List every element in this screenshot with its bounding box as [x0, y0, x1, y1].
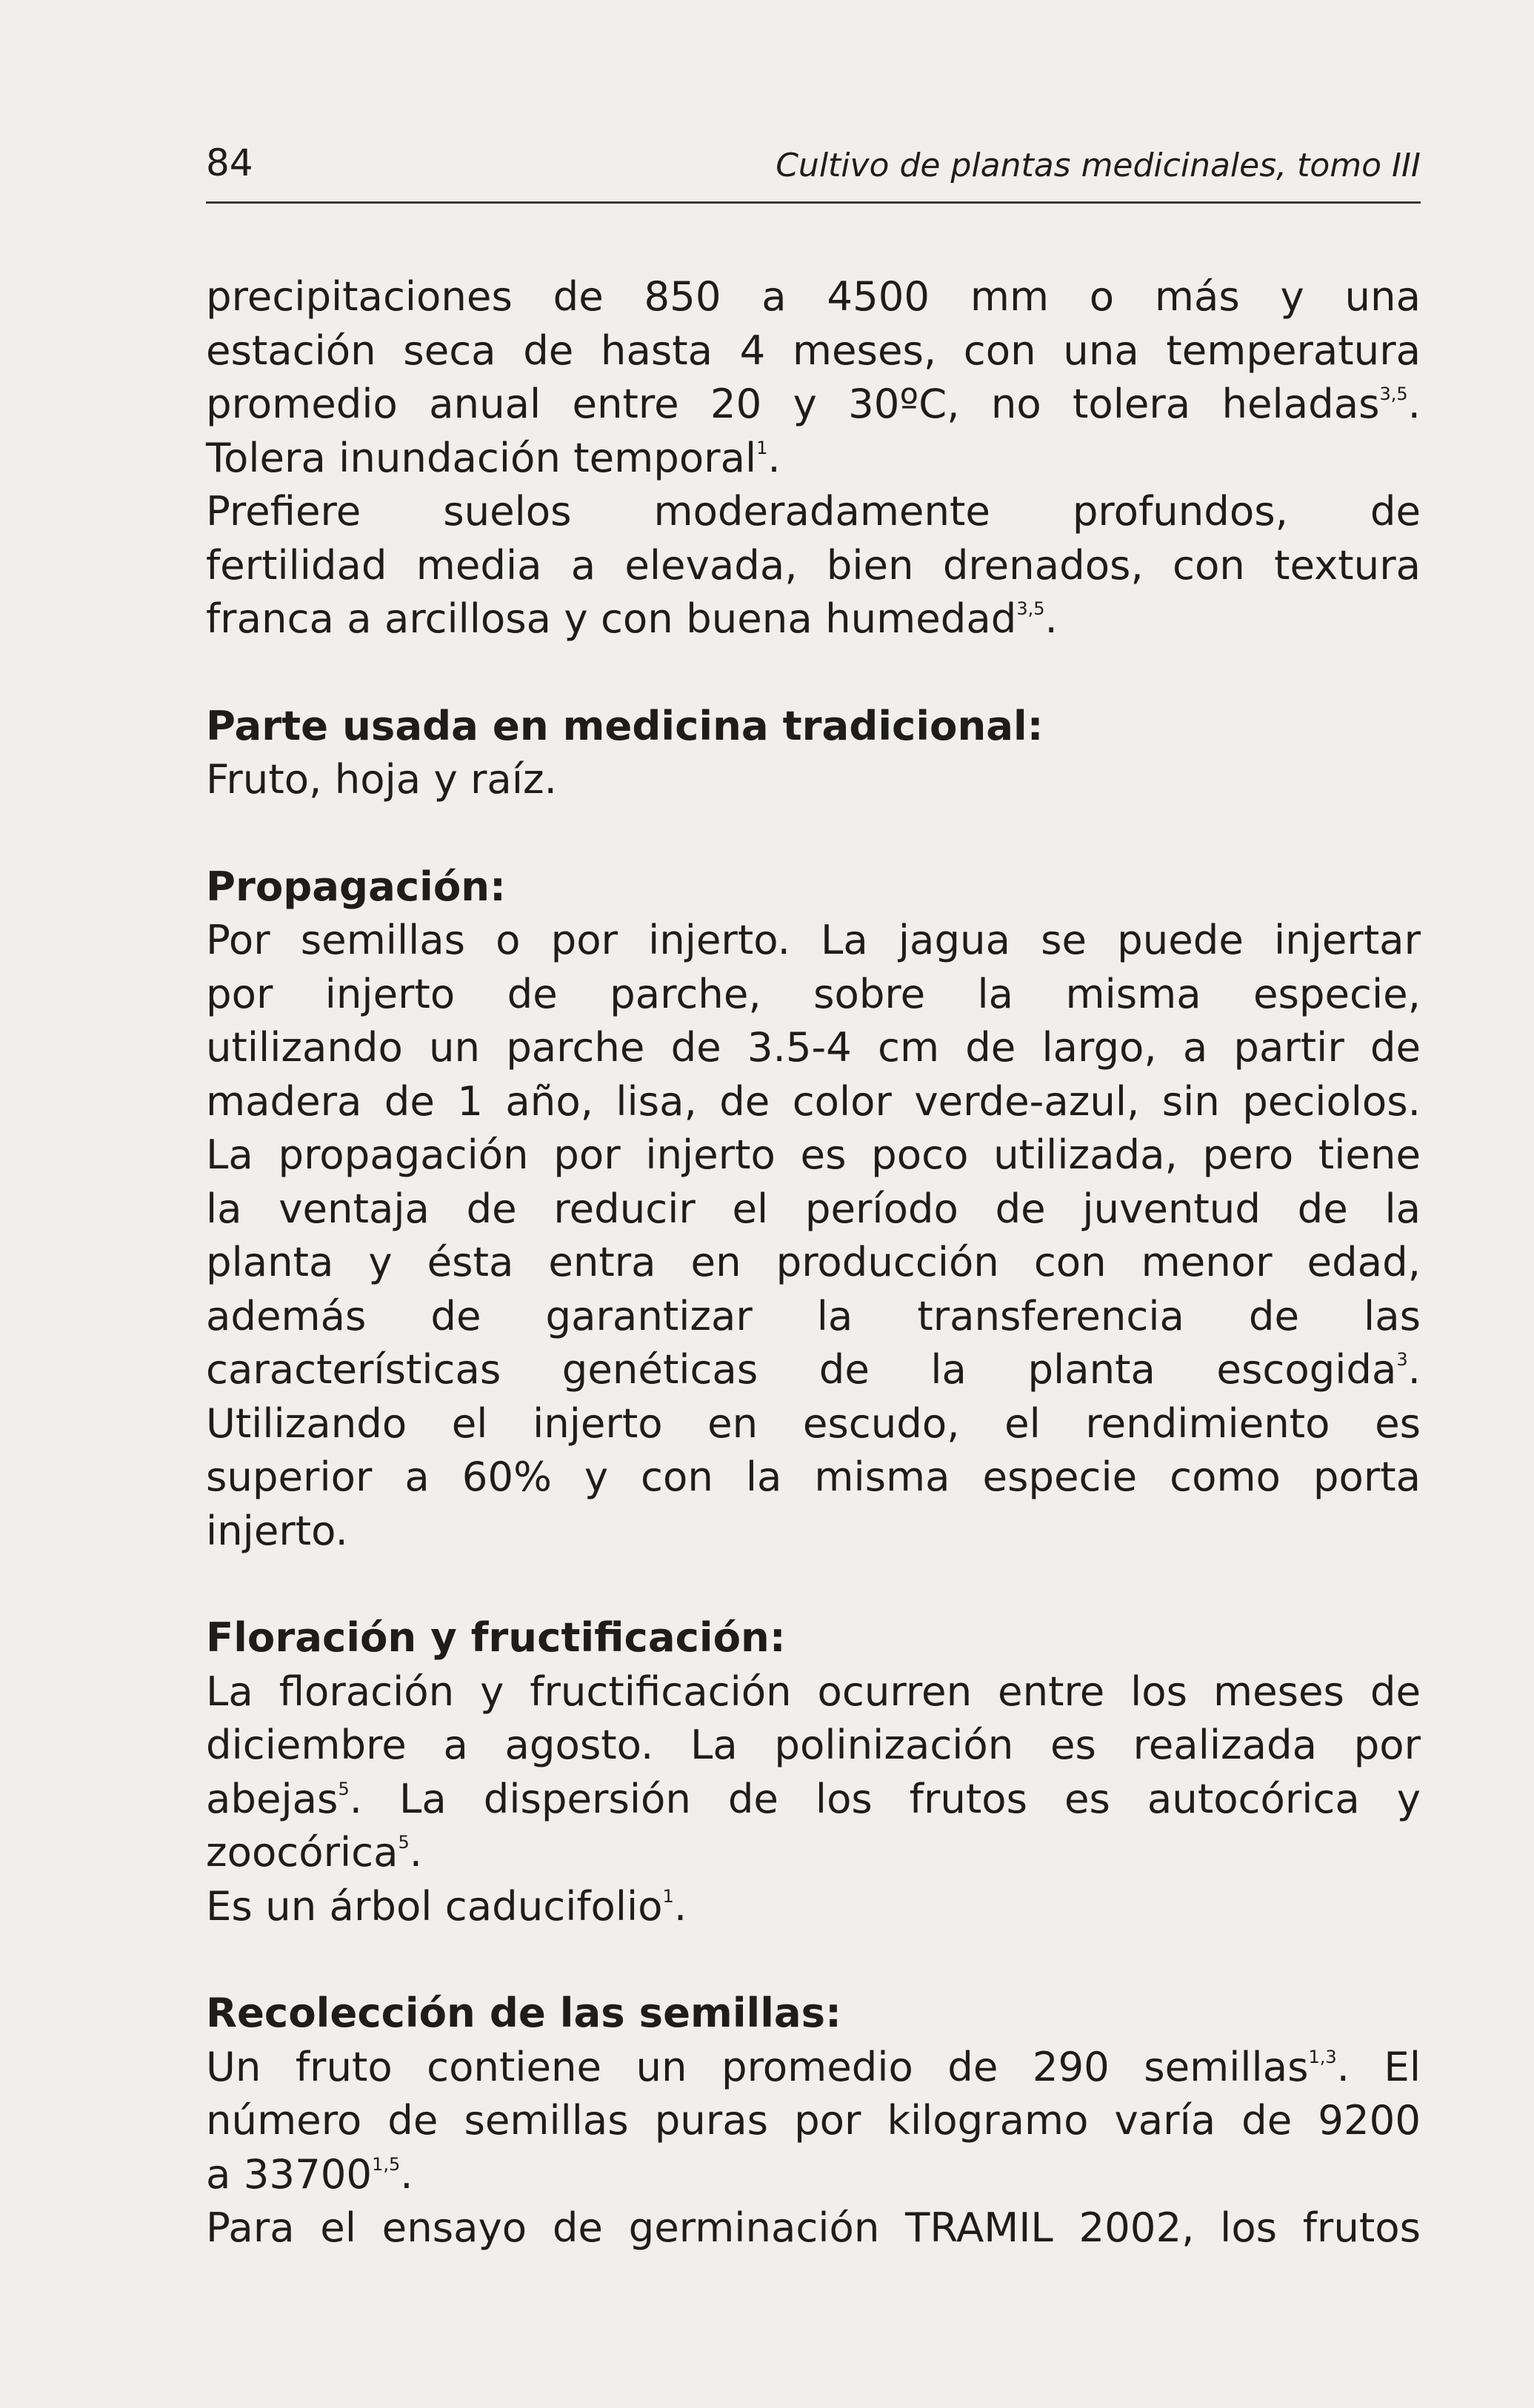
- text-line: por injerto de parche, sobre la misma especie,: [206, 969, 1421, 1017]
- section-heading-propagacion: Propagación:: [206, 862, 506, 910]
- page-number: 84: [206, 141, 253, 184]
- citation: 1,5: [372, 2153, 401, 2175]
- text-line: número de semillas puras por kilogramo varía de 9200: [206, 2096, 1421, 2144]
- text-line: injerto.: [206, 1506, 348, 1554]
- text-line: abejas$^5$. La dispersión de los frutos es autocórica y: [206, 1774, 1421, 1822]
- section-heading-floracion: Floración y fructificación:: [206, 1613, 786, 1661]
- text-line: utilizando un parche de 3.5-4 cm de largo, a partir de: [206, 1023, 1421, 1071]
- text-line: estación seca de hasta 4 meses, con una temperatura: [206, 326, 1421, 374]
- text-line: la ventaja de reducir el período de juventud de la: [206, 1184, 1421, 1232]
- text-line: características genéticas de la planta escogida$^3$.: [206, 1345, 1421, 1393]
- text-line: Para el ensayo de germinación TRAMIL 2002, los frutos: [206, 2204, 1421, 2251]
- text-line: Prefiere suelos moderadamente profundos, de: [206, 487, 1421, 535]
- section-heading-parte-usada: Parte usada en medicina tradicional:: [206, 701, 1044, 749]
- text-line: además de garantizar la transferencia de las: [206, 1291, 1421, 1340]
- citation: 3: [1396, 1349, 1408, 1370]
- running-title: Cultivo de plantas medicinales, tomo III: [776, 147, 1421, 184]
- text-line: Por semillas o por injerto. La jagua se puede injertar: [206, 916, 1421, 963]
- text-line: Fruto, hoja y raíz.: [206, 755, 557, 803]
- citation: 1: [756, 437, 768, 458]
- text-line: La propagación por injerto es poco utilizada, pero tiene: [206, 1131, 1421, 1178]
- text-line: madera de 1 año, lisa, de color verde-azul, sin peciolos.: [206, 1077, 1421, 1125]
- running-header: [206, 141, 1421, 204]
- body-text: [206, 270, 1421, 2255]
- text-line: planta y ésta entra en producción con menor edad,: [206, 1238, 1421, 1285]
- citation: 1: [662, 1885, 674, 1907]
- text-line: precipitaciones de 850 a 4500 mm o más y una: [206, 272, 1421, 320]
- text-line: zoocórica$^5$.: [206, 1828, 423, 1876]
- citation: 5: [338, 1778, 350, 1799]
- text-line: franca a arcillosa y con buena humedad$^{3,5}$.: [206, 595, 1058, 642]
- text-line: fertilidad media a elevada, bien drenados, con textura: [206, 541, 1421, 589]
- citation: 3,5: [1379, 384, 1408, 404]
- citation: 5: [398, 1832, 410, 1853]
- text-line: Utilizando el injerto en escudo, el rendimiento es: [206, 1399, 1421, 1447]
- citation: 3,5: [1016, 598, 1045, 619]
- text-line: La floración y fructificación ocurren entre los meses de: [206, 1667, 1421, 1715]
- text-line: promedio anual entre 20 y 30ºC, no tolera heladas$^{3,5}$.: [206, 380, 1421, 427]
- text-line: a 33700$^{1,5}$.: [206, 2150, 413, 2198]
- text-line: Un fruto contiene un promedio de 290 semillas$^{1,3}$. El: [206, 2042, 1421, 2090]
- text-line: diciembre a agosto. La polinización es realizada por: [206, 1721, 1421, 1768]
- citation: 1,3: [1308, 2046, 1337, 2067]
- text-line: Tolera inundación temporal$^1$.: [206, 433, 781, 481]
- section-heading-recoleccion: Recolección de las semillas:: [206, 1989, 841, 2036]
- text-line: Es un árbol caducifolio$^1$.: [206, 1882, 687, 1930]
- text-line: superior a 60% y con la misma especie como porta: [206, 1453, 1421, 1500]
